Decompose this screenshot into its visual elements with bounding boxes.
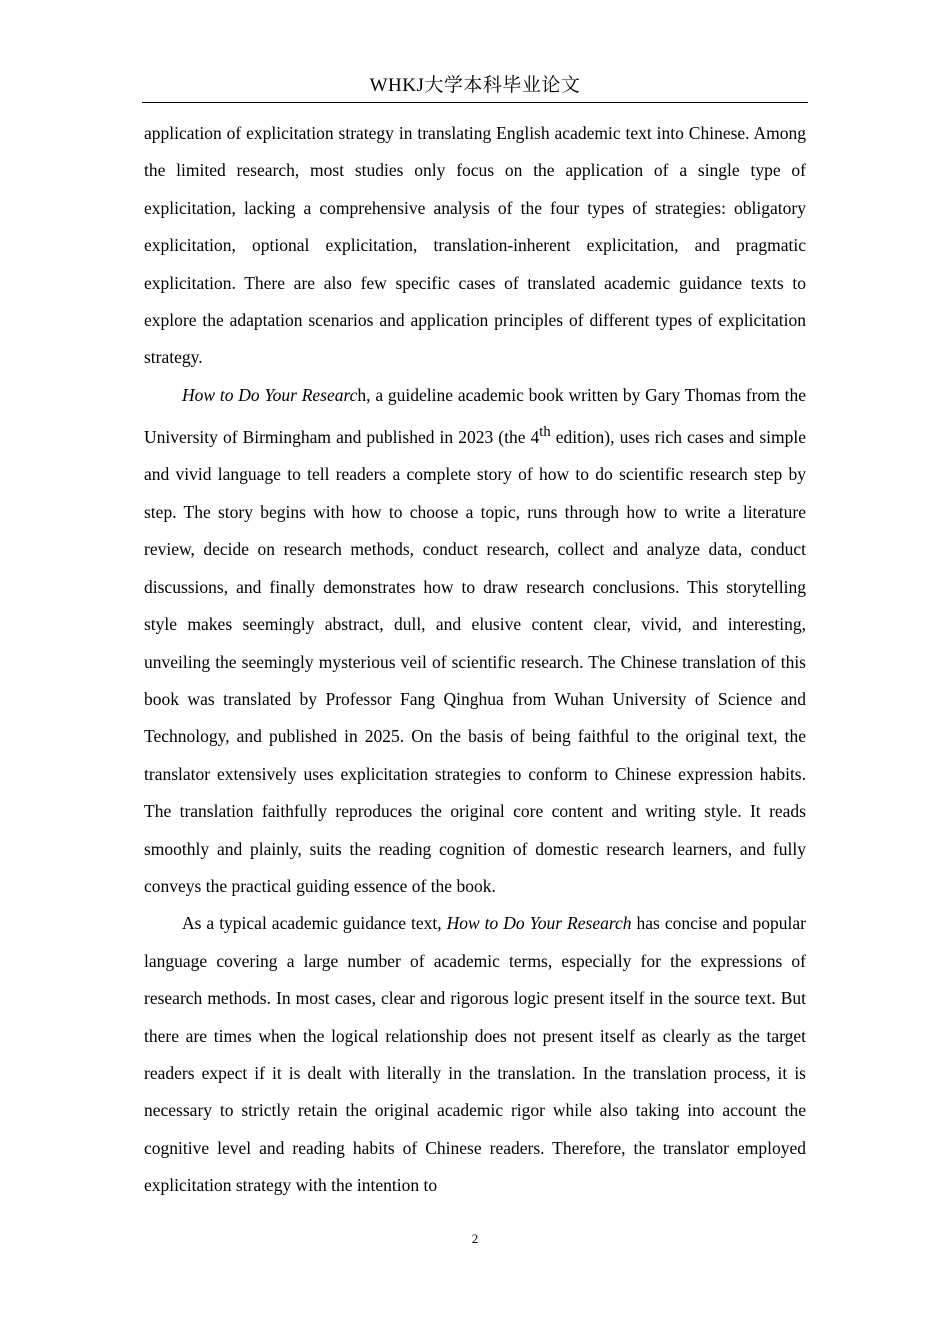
paragraph-text: edition), uses rich cases and simple and vivid language to tell readers a complete story of how to do scientific research step by step. The story begins with how to choose a topic, runs through how to write a literature review, decide on research methods, conduct research, collect and analyze data, conduct discussions, and finally demonstrates how to draw research conclusions. This storytelling style makes seemingly abstract, dull, and elusive content clear, vivid, and interesting, unveiling the seemingly mysterious veil of scientific research. The Chinese translation of this book was translated by Professor Fang Qinghua from Wuhan University of Science and Technology, and published in 2025. On the basis of being faithful to the original text, the translator extensively uses explicitation strategies to conform to Chinese expression habits. The translation faithfully reproduces the original core content and writing style. It reads smoothly and plainly, suits the reading cognition of domestic research learners, and fully conveys the practical guiding essence of the book. xyxy=(144,427,807,896)
header-divider xyxy=(142,102,808,103)
paragraph-guidance-text xyxy=(144,905,806,1204)
paragraph-continued xyxy=(144,115,806,377)
paragraph-book-intro xyxy=(144,377,806,906)
book-title: How to Do Your Researc xyxy=(182,384,358,405)
page-number: 2 xyxy=(471,1231,479,1246)
body-text xyxy=(144,115,806,1205)
book-title: How to Do Your Research xyxy=(446,913,632,934)
paragraph-text: h, a guideline academic book written by Gary Thomas from the University of Birmingham and published in 2023 (the 4 xyxy=(144,384,806,448)
paragraph-text: As a typical academic guidance text, xyxy=(182,913,447,934)
page-header: WHKJ大学本科毕业论文 xyxy=(369,75,581,96)
paragraph-text: application of explicitation strategy in translating English academic text into Chinese. Among the limited research, most studies only focus on the application of a single type of explicitation, lacking a comprehensive analysis of the four types of strategies: obligatory explicitation, optional explicitation, translation-inherent explicitation, and pragmatic explicitation. There are also few specific cases of translated academic guidance texts to explore the adaptation scenarios and application principles of different types of explicitation strategy. xyxy=(144,123,806,368)
edition-superscript: th xyxy=(539,424,551,441)
paragraph-text: has concise and popular language covering a large number of academic terms, especially for the expressions of research methods. In most cases, clear and rigorous logic present itself in the source text. But there are times when the logical relationship does not present itself as clearly as the target readers expect if it is dealt with literally in the translation. In the translation process, it is necessary to strictly retain the original academic rigor while also taking into account the cognitive level and reading habits of Chinese readers. Therefore, the translator employed explicitation strategy with the intention to xyxy=(144,913,806,1196)
